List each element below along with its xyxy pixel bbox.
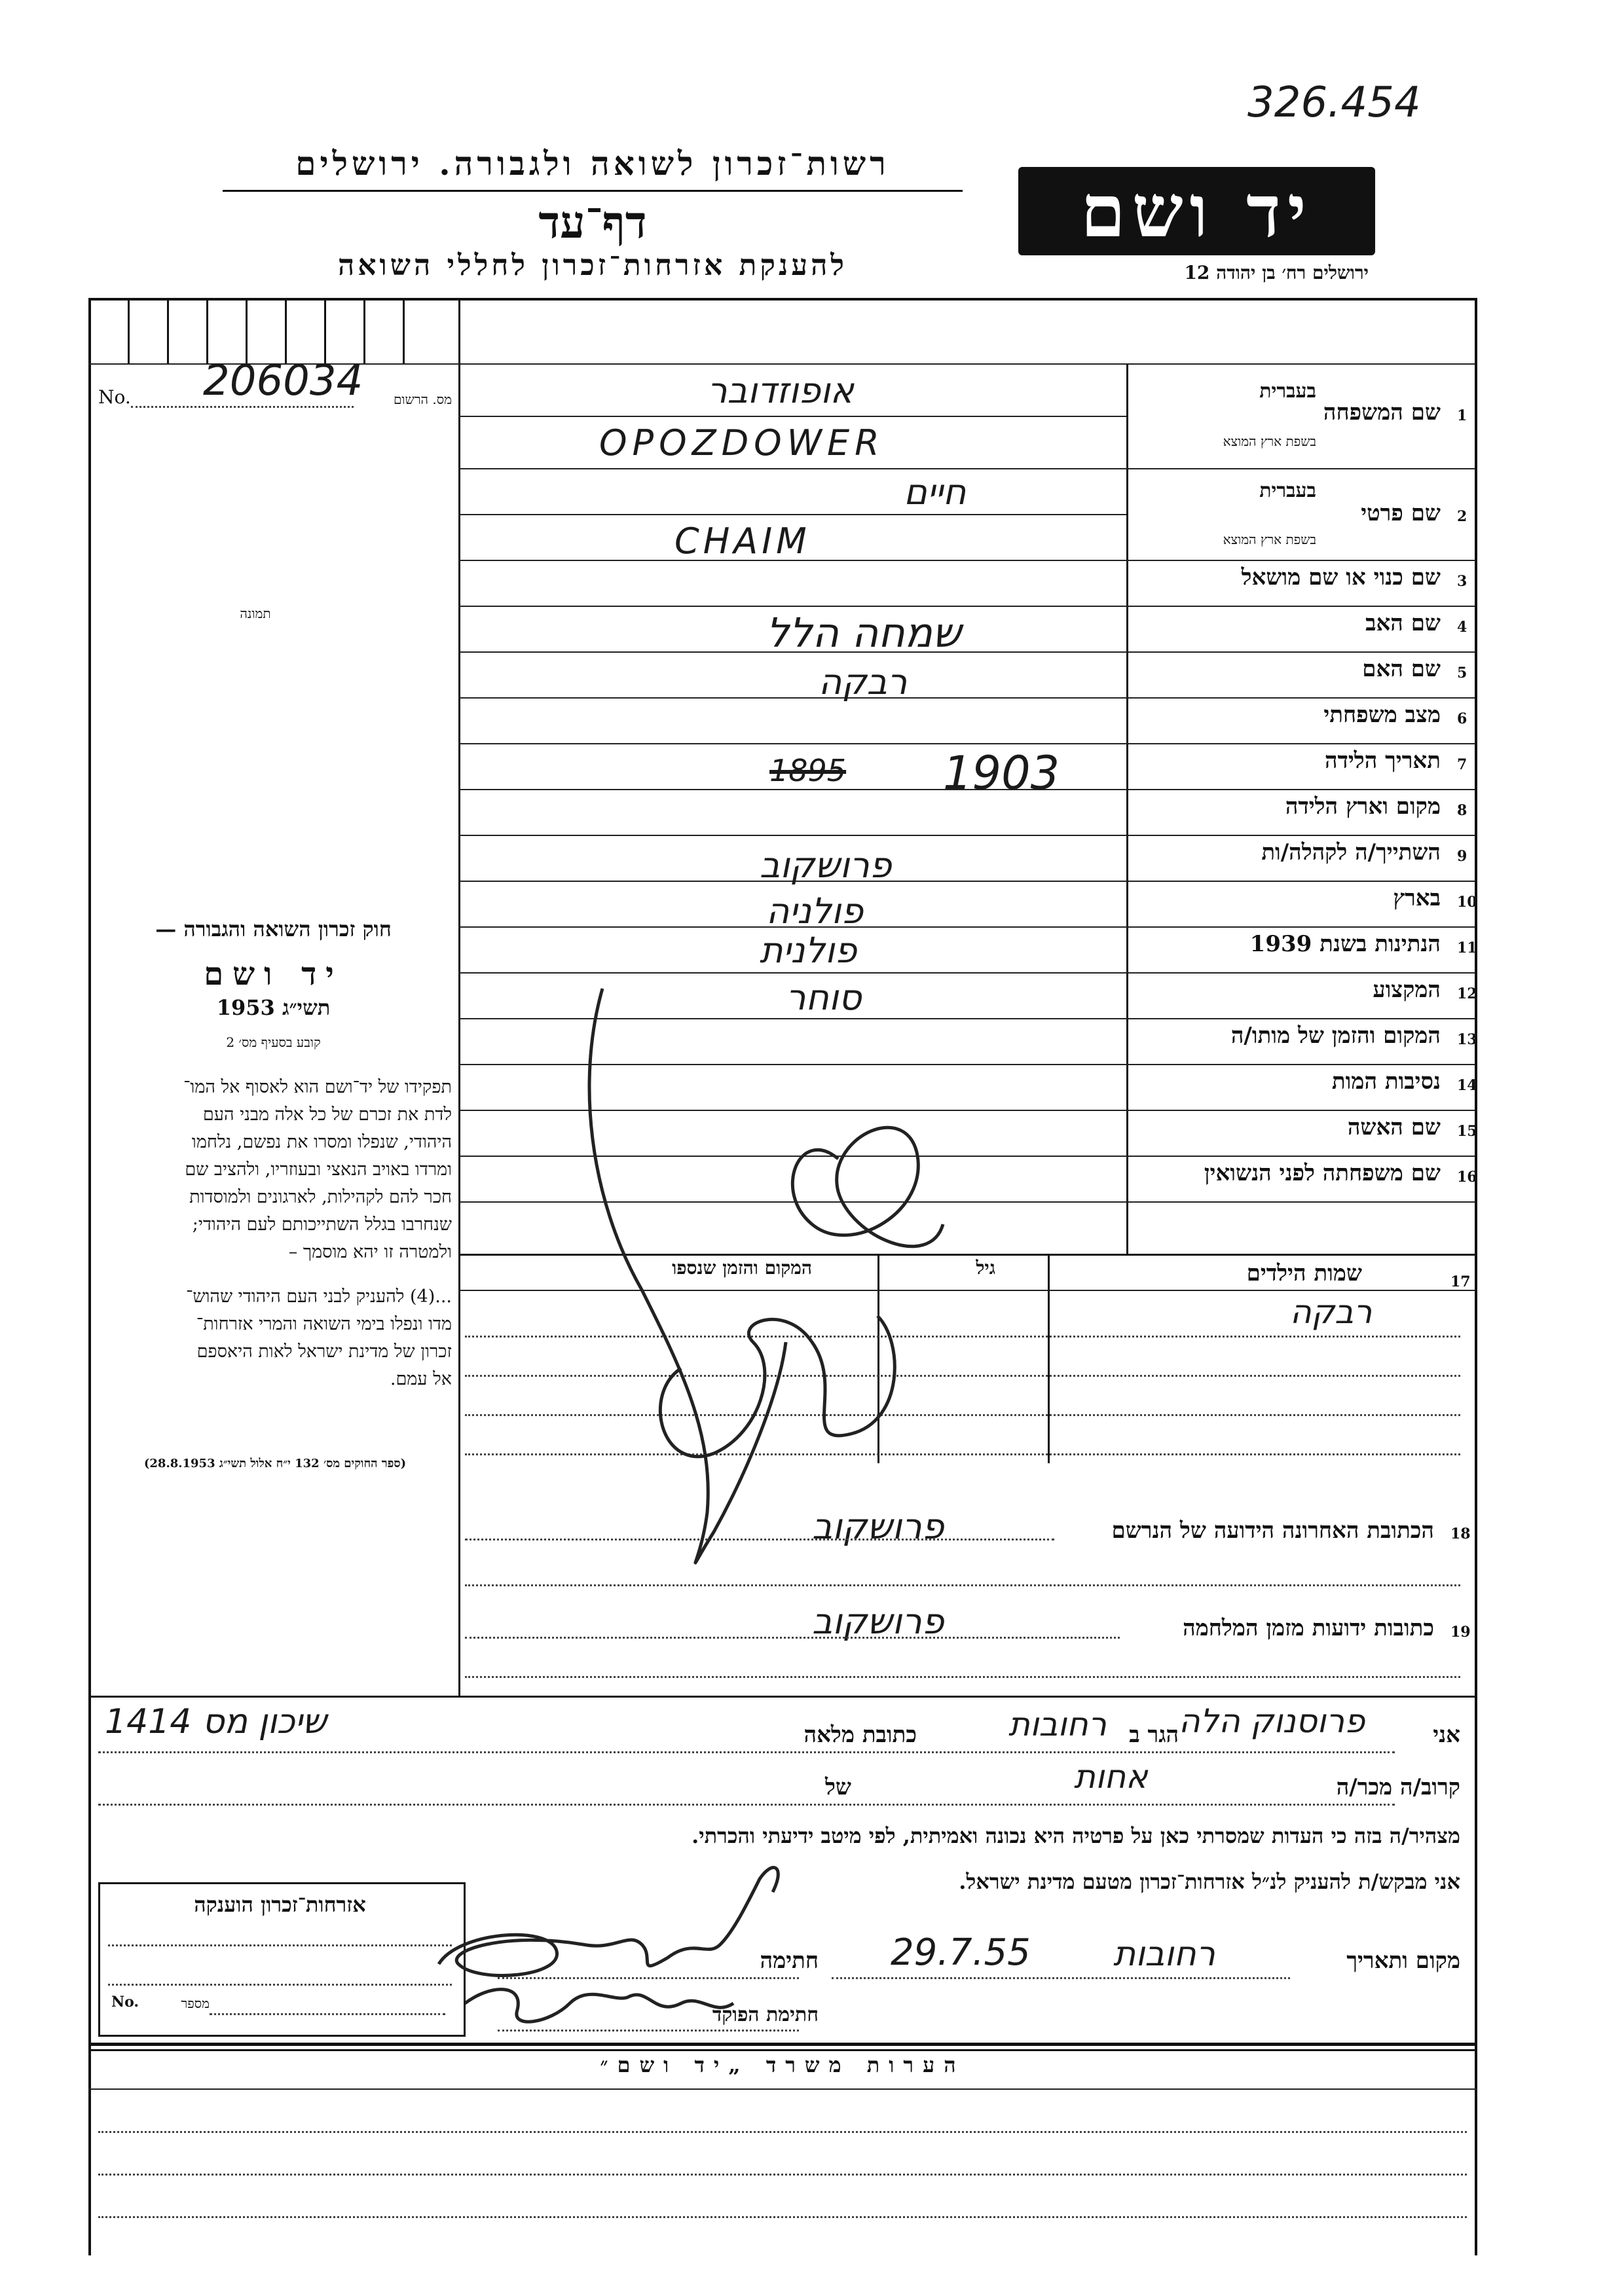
signature-label: חתימה [760, 1948, 819, 1974]
code-box-1 [128, 298, 130, 363]
officer-label: חתימת הפוקד [712, 2003, 819, 2026]
law-line: היהודי, שנפלו ומסרו את נפשם, נלחמו [191, 1132, 452, 1152]
code-box-2 [167, 298, 169, 363]
awarded-title: אזרחות־זכרון הוענקה [194, 1892, 366, 1917]
value-father: שמחה הלל [766, 609, 961, 657]
field-number: 2 [1457, 508, 1467, 525]
field-label-birthdate: תאריך הלידה [1324, 748, 1441, 774]
authority-title: רשות־זכרון לשואה ולגבורה. ירושלים [295, 144, 890, 183]
field-sub-origin: בשפת ארץ המוצא [1223, 532, 1316, 547]
registration-hebrew-label: מס. הרשום [393, 392, 452, 407]
row-line [1126, 926, 1475, 928]
field-number: 5 [1457, 665, 1467, 682]
war-address-value: פרושקוב [812, 1601, 944, 1642]
value-birthdate-struck: 1895 [769, 753, 847, 788]
decl-of-label: של [825, 1774, 851, 1800]
field-label-wife-maiden: שם משפחתה לפני הנשואין [1204, 1160, 1441, 1186]
row-line [1126, 1064, 1475, 1065]
row-line [1126, 972, 1475, 974]
decl-i-value: פרוסנוק הלה [1179, 1702, 1365, 1740]
value-community: פרושקוב [760, 845, 892, 886]
decl-i-label: אני [1433, 1722, 1460, 1748]
field-label-nationality: הנתינות בשנת 1939 [1249, 931, 1441, 957]
place-value: רחובות [1113, 1935, 1215, 1974]
code-box-8 [403, 298, 405, 363]
field-label-family-name: שם המשפחה [1323, 399, 1441, 426]
decl-resides-label: הגר ב [1129, 1722, 1179, 1748]
value-country: פולניה [766, 890, 864, 932]
field-number: 14 [1457, 1077, 1477, 1094]
decl-address-value: שיכון מס 1414 [105, 1702, 327, 1741]
registration-dots [131, 406, 354, 408]
law-year [98, 995, 449, 1020]
row-line [1126, 789, 1475, 790]
decl-relative-label: קרוב/ה מכר/ה [1336, 1774, 1460, 1800]
field-label-father: שם האב [1365, 610, 1441, 636]
address-line [465, 1676, 1460, 1678]
law-year-hebrew: תשי״ג [282, 995, 331, 1020]
law-line: ולמטרה זו יהא מוסמך – [288, 1242, 452, 1262]
decl-resides-value: רחובות [1008, 1705, 1107, 1743]
decl-address-label: כתובת מלאה [803, 1722, 917, 1748]
field-number: 12 [1457, 985, 1477, 1002]
row-line [1126, 835, 1475, 836]
awarded-number-label: מספר [181, 1995, 210, 2011]
value-nationality: פולנית [760, 930, 857, 971]
yad-vashem-logo [1018, 167, 1375, 255]
decl-statement-1: מצהיר/ה בזה כי העדות שמסרתי כאן על פרטיה היא נכונה ואמיתית, לפי מיטב ידיעתי והכרתי. [692, 1823, 1460, 1848]
children-col-age: גיל [976, 1257, 995, 1279]
child-name: רבקה [1290, 1293, 1373, 1331]
row-line [1126, 697, 1475, 699]
row-line [1126, 881, 1475, 882]
field-label-birthplace: מקום וארץ הלידה [1285, 793, 1441, 820]
law-line: זכרון של מדינת ישראל לאות היאספם [196, 1341, 452, 1362]
field-number: 11 [1457, 939, 1477, 957]
code-box-4 [246, 298, 248, 363]
field-label-country: בארץ [1393, 885, 1441, 911]
field-number: 10 [1457, 894, 1477, 911]
value-line [458, 972, 1126, 974]
frame-right [1475, 298, 1477, 2255]
value-mother: רבקה [819, 661, 908, 702]
label-column-divider [1126, 363, 1128, 1254]
decl-line [98, 1751, 1395, 1753]
value-line [458, 835, 1126, 836]
law-year-number: 1953 [216, 995, 275, 1020]
field-label-death-circumstances: נסיבות המות [1331, 1068, 1441, 1095]
law-line: אל עמם. [390, 1369, 452, 1389]
value-line [458, 416, 1126, 417]
value-line [458, 697, 1126, 699]
notes-top-2 [88, 2049, 1477, 2051]
field-number: 18 [1450, 1525, 1471, 1542]
children-col-place: המקום והזמן שנספו [672, 1257, 812, 1279]
field-label-wife: שם האשה [1347, 1114, 1441, 1140]
field-sub-origin: בשפת ארץ המוצא [1223, 433, 1316, 449]
field-number: 13 [1457, 1031, 1477, 1048]
row-line [1126, 468, 1475, 469]
field-number: 4 [1457, 619, 1467, 636]
row-line [1126, 606, 1475, 607]
frame-left [88, 298, 91, 2255]
law-line: לדת את זכרם של כל אלה מבני העם [202, 1104, 452, 1125]
left-column-divider [458, 298, 460, 1696]
law-line: ...(4) להעניק לבני העם היהודי שהוש־ [186, 1286, 452, 1307]
field-sub-hebrew: בעברית [1259, 380, 1316, 403]
law-line: חכר להם לקהילות, לארגונים ולמוסדות [189, 1187, 452, 1207]
children-label: שמות הילדים [1246, 1260, 1362, 1286]
value-first-name-origin: CHAIM [674, 520, 811, 562]
field-number: 1 [1457, 407, 1467, 424]
law-title: חוק זכרון השואה והגבורה — [155, 917, 392, 941]
field-number: 6 [1457, 710, 1467, 727]
field-number: 3 [1457, 573, 1467, 590]
notes-line [98, 2216, 1467, 2218]
law-line: תפקידו של יד־ושם הוא לאסוף אל המו־ [183, 1077, 452, 1097]
field-label-profession: המקצוע [1373, 977, 1441, 1003]
photo-label: תמונה [240, 606, 271, 621]
field-number: 9 [1457, 848, 1467, 865]
decl-statement-2: אני מבקש/ת להעניק לנ״ל אזרחות־זכרון מטעם מדינת ישראל. [959, 1869, 1460, 1894]
decl-line [98, 1804, 1395, 1806]
war-address-label: כתובות ידועות מזמן המלחמה [1183, 1615, 1434, 1641]
archive-number: 326.454 [1247, 79, 1421, 127]
notes-line [98, 2131, 1467, 2133]
address-line [465, 1637, 1120, 1639]
stamp-scribble [563, 975, 1061, 1604]
declaration-top [88, 1696, 1477, 1698]
code-box-6 [324, 298, 326, 363]
form-title: דף־עד [538, 196, 647, 249]
awarded-line [108, 1944, 452, 1946]
place-date-label: מקום ותאריך [1346, 1948, 1460, 1974]
value-first-name-hebrew: חיים [904, 471, 967, 513]
law-line: ומרדו באויב הנאצי ובעוזריו, ולהציב שם [185, 1159, 452, 1180]
value-family-name-hebrew: אופוזדובר [707, 370, 854, 411]
row-line [1126, 1018, 1475, 1019]
field-number: 15 [1457, 1123, 1477, 1140]
row-line [1126, 1201, 1475, 1203]
last-address-value: פרושקוב [812, 1506, 944, 1547]
field-label-nickname: שם כנוי או שם מושאל [1241, 564, 1441, 591]
awarded-line [108, 1984, 452, 1986]
field-label-mother: שם האם [1362, 656, 1441, 682]
code-box-5 [285, 298, 287, 363]
row-line [1126, 560, 1475, 561]
awarded-number-line [210, 2013, 445, 2015]
notes-line [98, 2174, 1467, 2176]
field-label-first-name: שם פרטי [1361, 500, 1441, 526]
value-birthdate: 1903 [943, 746, 1060, 800]
field-number: 16 [1457, 1169, 1477, 1186]
row-line [1126, 1156, 1475, 1157]
field-label-marital: מצב משפחתי [1323, 702, 1441, 728]
top-row-divider [458, 363, 1475, 365]
address-line: ירושלים רח׳ בן יהודה 12 [1184, 262, 1369, 283]
value-profession: סוחר [786, 977, 862, 1018]
notes-title: הערות משרד „יד ושם״ [600, 2052, 965, 2077]
field-sub-hebrew: בעברית [1259, 479, 1316, 502]
field-number: 7 [1457, 756, 1467, 773]
field-label-death-place: המקום והזמן של מותו/ה [1230, 1023, 1441, 1049]
awarded-no-label: No. [111, 1994, 139, 2011]
date-value: 29.7.55 [891, 1931, 1031, 1974]
notes-header-line [88, 2088, 1477, 2090]
value-line [458, 468, 1126, 469]
officer-line [498, 2030, 799, 2032]
registration-no-label: No. [98, 386, 131, 408]
date-line [832, 1977, 1290, 1979]
registration-number: 206034 [203, 357, 363, 405]
logo-text: יד ושם [1080, 168, 1313, 253]
field-number: 8 [1457, 802, 1467, 819]
code-box-7 [363, 298, 365, 363]
authority-underline [223, 190, 963, 192]
field-number: 19 [1450, 1624, 1471, 1641]
value-line [458, 514, 1126, 515]
row-line [1126, 651, 1475, 653]
law-line: שנחרבו בגלל השתייכותם לעם היהודי; [192, 1214, 452, 1235]
code-box-3 [206, 298, 208, 363]
value-family-name-origin: OPOZDOWER [599, 422, 885, 464]
value-line [458, 606, 1126, 607]
notes-top [88, 2043, 1477, 2046]
row-line [1126, 743, 1475, 744]
law-line: מדו ונפלו בימי השואה והמרי אזרחות־ [196, 1314, 452, 1334]
frame-top [88, 298, 1477, 301]
last-address-label: הכתובת האחרונה הידועה של הנרשם [1111, 1518, 1434, 1544]
field-label-community: השתייך/ה לקהלה/ות [1261, 839, 1441, 866]
law-text [98, 1074, 452, 1393]
law-name: יד ושם [204, 956, 343, 993]
value-line [458, 743, 1126, 744]
form-subtitle: להענקת אזרחות־זכרון לחללי השואה [337, 249, 847, 282]
law-clause: קובע בסעיף מס׳ 2 [226, 1034, 321, 1050]
row-line [1126, 1110, 1475, 1111]
law-citation: (ספר החוקים מס׳ 132 י״ח אלול תשי״ג 28.8.1953) [143, 1457, 407, 1470]
decl-relative-value: אחות [1074, 1758, 1148, 1796]
field-number: 17 [1450, 1273, 1471, 1290]
